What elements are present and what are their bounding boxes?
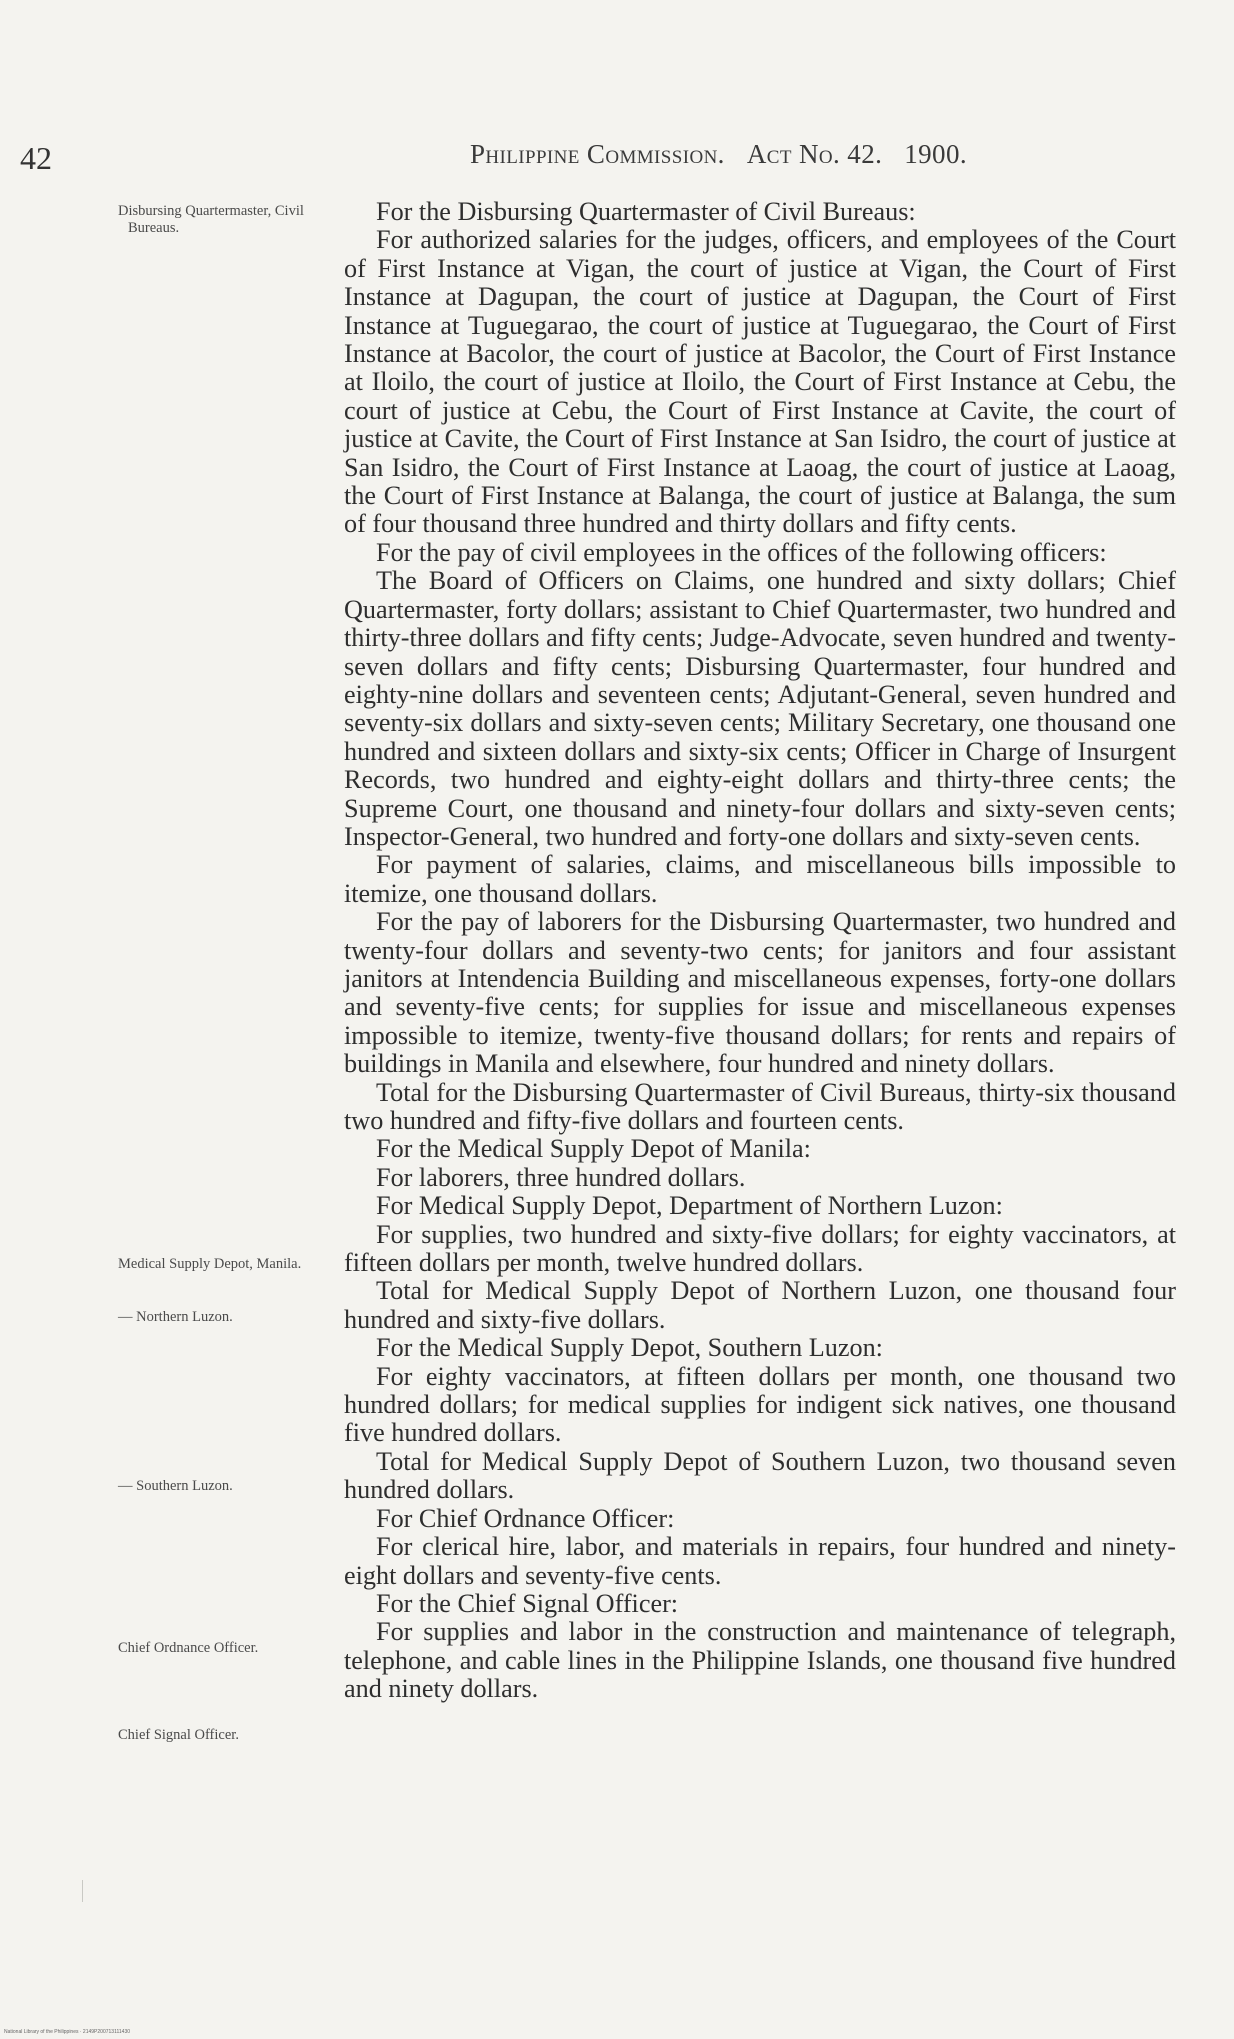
running-head <box>470 139 967 170</box>
paragraph: For Chief Ordnance Officer: <box>376 1503 675 1533</box>
running-head-act: Act No. 42. <box>746 139 883 169</box>
scan-artifact <box>82 1880 83 1902</box>
paragraph: For the pay of laborers for the Disbursing Quartermaster, two hundred and twenty-four dollars and seventy-two cents; for janitors and four assistant janitors at Intendencia Building and miscellaneous expenses, forty-one dollars and seventy-five cents; for supplies for issue and miscellaneous expenses impossible to itemize, twenty-five thousand dollars; for rents and repairs of buildings in Manila and elsewhere, four hundred and ninety dollars. <box>344 907 1176 1079</box>
paragraph: For the Disbursing Quartermaster of Civil Bureaus: <box>376 197 916 226</box>
sidenote-northern-luzon: — Northern Luzon. <box>118 1309 233 1325</box>
paragraph: Total for Medical Supply Depot of Northern Luzon, one thousand four hundred and sixty-five dollars. <box>344 1276 1176 1334</box>
sidenote-disbursing-quartermaster: Disbursing Quartermaster, Civil Bureaus. <box>118 203 304 236</box>
paragraph: For the Medical Supply Depot, Southern Luzon: <box>376 1333 883 1363</box>
paragraph: Total for Medical Supply Depot of Southern Luzon, two thousand seven hundred dollars. <box>344 1446 1176 1505</box>
paragraph: For clerical hire, labor, and materials in repairs, four hundred and ninety-eight dollars and seventy-five cents. <box>344 1532 1176 1590</box>
sidenote-medical-supply-depot-manila: Medical Supply Depot, Manila. <box>118 1256 302 1272</box>
paragraph: For Medical Supply Depot, Department of Northern Luzon: <box>376 1191 1003 1221</box>
running-head-year: 1900. <box>904 139 967 169</box>
sidenote-chief-signal-officer: Chief Signal Officer. <box>118 1727 239 1743</box>
sidenote-southern-luzon: — Southern Luzon. <box>118 1478 233 1494</box>
paragraph: For authorized salaries for the judges, officers, and employees of the Court of First Instance at Vigan, the court of justice at Vigan, the Court of First Instance at Dagupan, the court of justice at Dagupan, the Court of First Instance at Tuguegarao, the court of justice at Tuguegarao, the Court of First Instance at Bacolor, the court of justice at Bacolor, the Court of First Instance at Iloilo, the court of justice at Iloilo, the Court of First Instance at Cebu, the court of justice at Cebu, the Court of First Instance at Cavite, the court of justice at Cavite, the Court of First Instance at San Isidro, the court of justice at San Isidro, the Court of First Instance at Laoag, the court of justice at Laoag, the Court of First Instance at Balanga, the court of justice at Balanga, the sum of four thousand three hundred and thirty dollars and fifty cents. <box>344 225 1176 539</box>
act-body-text <box>344 198 1176 1704</box>
page-number: 42 <box>20 140 52 176</box>
running-head-commission: Philippine Commission. <box>470 139 725 169</box>
paragraph: For supplies, two hundred and sixty-five dollars; for eighty vaccinators, at fifteen dollars per month, twelve hundred dollars. <box>344 1219 1176 1278</box>
paragraph: For the Medical Supply Depot of Manila: <box>376 1134 811 1164</box>
paragraph: For laborers, three hundred dollars. <box>376 1162 746 1192</box>
paragraph: The Board of Officers on Claims, one hundred and sixty dollars; Chief Quartermaster, forty dollars; assistant to Chief Quartermaster, two hundred and thirty-three dollars and fifty cents; Judge-Advocate, seven hundred and twenty-seven dollars and fifty cents; Disbursing Quartermaster, four hundred and eighty-nine dollars and seventeen cents; Adjutant-General, seven hundred and seventy-six dollars and sixty-seven cents; Military Secretary, one thousand one hundred and sixteen dollars and sixty-six cents; Officer in Charge of Insurgent Records, two hundred and eighty-eight dollars and thirty-three cents; the Supreme Court, one thousand and ninety-four dollars and sixty-seven cents; Inspector-General, two hundred and forty-one dollars and sixty-seven cents. <box>344 566 1176 851</box>
paragraph: For the pay of civil employees in the offices of the following officers: <box>376 537 1107 567</box>
paragraph: For eighty vaccinators, at fifteen dollars per month, one thousand two hundred dollars; for medical supplies for indigent sick natives, one thousand five hundred dollars. <box>344 1361 1176 1448</box>
paragraph: For the Chief Signal Officer: <box>376 1588 679 1618</box>
sidenote-chief-ordnance-officer: Chief Ordnance Officer. <box>118 1640 259 1656</box>
paragraph: Total for the Disbursing Quartermaster of Civil Bureaus, thirty-six thousand two hundred and fifty-five dollars and fourteen cents. <box>344 1077 1176 1135</box>
footer-credit: National Library of the Philippines · 2149P200713111430 <box>4 2029 131 2035</box>
paragraph: For payment of salaries, claims, and miscellaneous bills impossible to itemize, one thousand dollars. <box>344 850 1176 908</box>
paragraph: For supplies and labor in the construction and maintenance of telegraph, telephone, and cable lines in the Philippine Islands, one thousand five hundred and ninety dollars. <box>344 1617 1176 1704</box>
